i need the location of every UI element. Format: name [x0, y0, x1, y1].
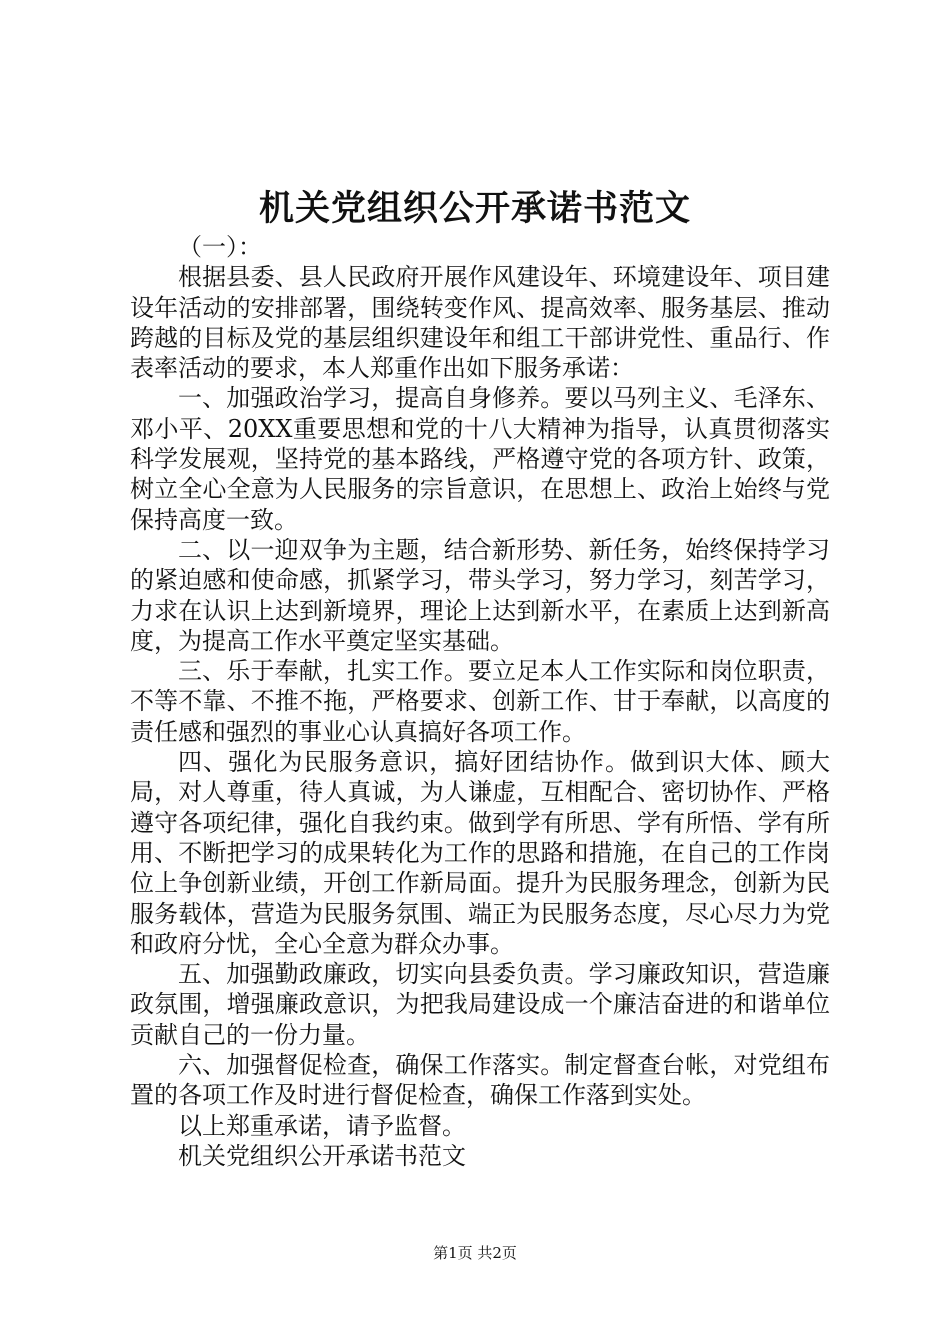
paragraph-intro: （一）：	[178, 233, 262, 261]
document-title: 机关党组织公开承诺书范文	[258, 188, 691, 229]
paragraph-commitment-6: 六、加强督促检查，确保工作落实。制定督查台帐，对党组布置的各项工作及时进行督促检查，确保工作落到实处。	[130, 1051, 830, 1110]
paragraph-background: 根据县委、县人民政府开展作风建设年、环境建设年、项目建设年活动的安排部署，围绕转变作风、提高效率、服务基层、推动跨越的目标及党的基层组织建设年和组工干部讲党性、重品行、作表率活动的要求，本人郑重作出如下服务承诺：	[130, 263, 830, 383]
paragraph-commitment-5: 五、加强勤政廉政，切实向县委负责。学习廉政知识，营造廉政氛围，增强廉政意识，为把我局建设成一个廉洁奋进的和谐单位贡献自己的一份力量。	[130, 960, 830, 1049]
paragraph-commitment-4: 四、强化为民服务意识，搞好团结协作。做到识大体、顾大局，对人尊重，待人真诚，为人谦虚，互相配合、密切协作、严格遵守各项纪律，强化自我约束。做到学有所思、学有所悟、学有所用、不断把学习的成果转化为工作的思路和措施，在自己的工作岗位上争创新业绩，开创工作新局面。提升为民服务理念，创新为民服务载体，营造为民服务氛围、端正为民服务态度，尽心尽力为党和政府分忧，全心全意为群众办事。	[130, 748, 830, 958]
paragraph-commitment-1: 一、加强政治学习，提高自身修养。要以马列主义、毛泽东、邓小平、20XX重要思想和党的十八大精神为指导，认真贯彻落实科学发展观，坚持党的基本路线，严格遵守党的各项方针、政策，树立全心全意为人民服务的宗旨意识，在思想上、政治上始终与党保持高度一致。	[130, 384, 830, 534]
paragraph-closing: 以上郑重承诺，请予监督。	[178, 1111, 466, 1140]
paragraph-commitment-2: 二、以一迎双争为主题，结合新形势、新任务，始终保持学习的紧迫感和使命感，抓紧学习，带头学习，努力学习，刻苦学习，力求在认识上达到新境界，理论上达到新水平，在素质上达到新高度，为提高工作水平奠定坚实基础。	[130, 535, 830, 655]
paragraph-commitment-3: 三、乐于奉献，扎实工作。要立足本人工作实际和岗位职责，不等不靠、不推不拖，严格要求、创新工作、甘于奉献，以高度的责任感和强烈的事业心认真搞好各项工作。	[130, 657, 830, 746]
paragraph-trailing-title: 机关党组织公开承诺书范文	[178, 1141, 466, 1170]
page-number-footer: 第1页 共2页	[433, 1244, 517, 1262]
document-body	[130, 232, 830, 1171]
